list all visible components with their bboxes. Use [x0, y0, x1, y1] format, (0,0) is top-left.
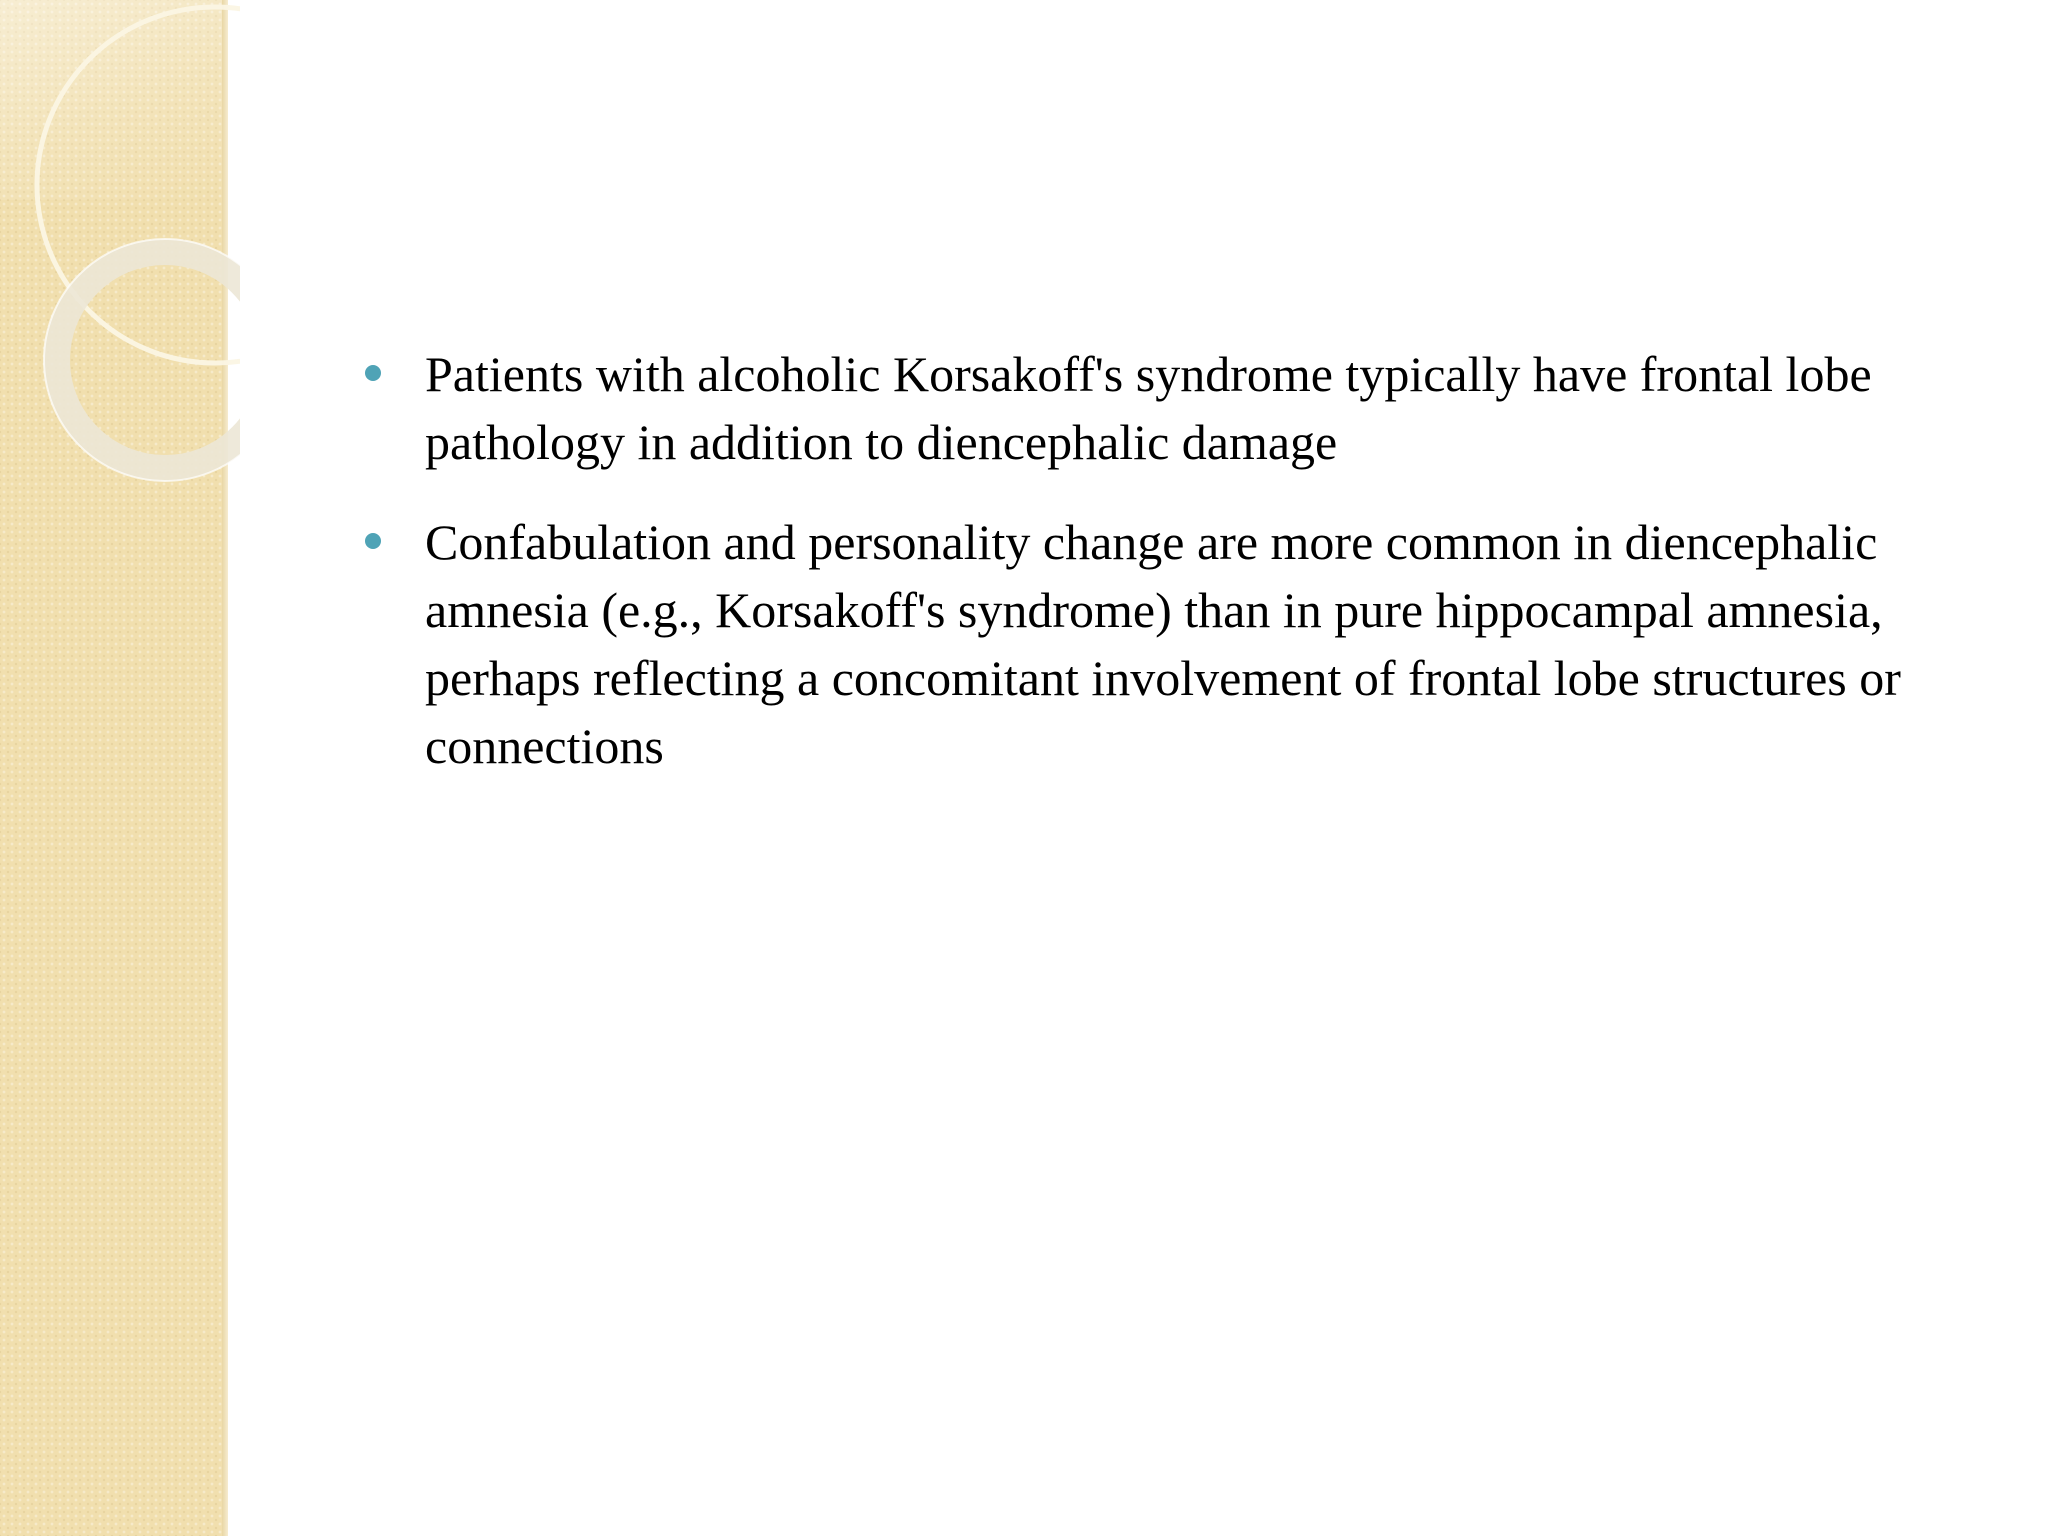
- bullet-item-1: [355, 340, 1975, 476]
- small-ring: [57, 252, 240, 468]
- decorative-rings: [0, 0, 240, 520]
- bullet-item-2: [355, 508, 1975, 780]
- bullet-dot-icon: [365, 365, 381, 381]
- bullet-list: [355, 340, 1975, 812]
- bullet-dot-icon: [365, 533, 381, 549]
- bullet-text-2: Confabulation and personality change are more common in diencephalic amnesia (e.g., Korsakoff's syndrome) than in pure hippocampal amnesia, perhaps reflecting a concomitant involvement of frontal lobe structures or connections: [425, 514, 1901, 774]
- bullet-text-1: Patients with alcoholic Korsakoff's syndrome typically have frontal lobe pathology in addition to diencephalic damage: [425, 346, 1872, 470]
